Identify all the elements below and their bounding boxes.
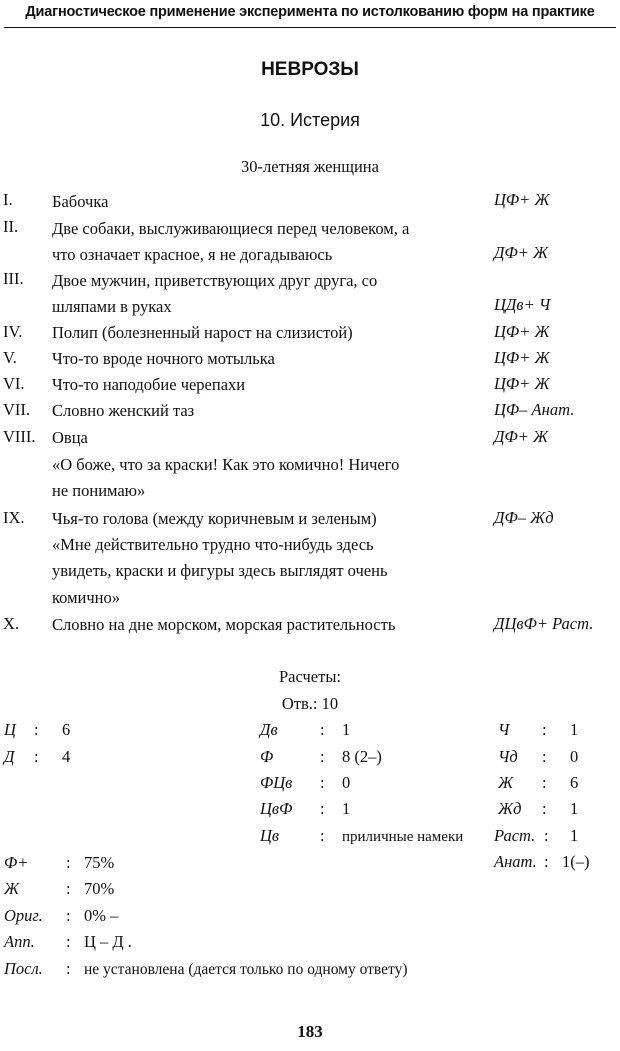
response-text: Две собаки, выслуживающиеся перед человеком, а bbox=[52, 219, 410, 238]
calc-title: Расчеты: bbox=[279, 667, 341, 686]
response-text: комично» bbox=[52, 588, 121, 607]
response-text: Словно женский таз bbox=[52, 401, 195, 420]
response-text: шляпами в руках bbox=[52, 297, 172, 316]
response-number: X. bbox=[3, 614, 20, 633]
calc-value: 1 bbox=[570, 826, 579, 845]
response-number: VIII. bbox=[3, 427, 36, 446]
calc-sep: : bbox=[320, 799, 325, 818]
calc-sep: : bbox=[320, 773, 325, 792]
response-number: VI. bbox=[3, 374, 25, 393]
response-text: Что-то наподобие черепахи bbox=[52, 375, 246, 394]
calc-label: Ж bbox=[498, 773, 514, 792]
response-code: ДФ+ Ж bbox=[494, 427, 549, 446]
calc-label: Чд bbox=[498, 747, 518, 766]
calc-value: 8 (2–) bbox=[342, 747, 382, 766]
calc-value: 6 bbox=[62, 720, 71, 739]
response-text: что означает красное, я не догадываюсь bbox=[52, 245, 333, 264]
calc-sep: : bbox=[542, 799, 547, 818]
response-text: «Мне действительно трудно что-нибудь здесь bbox=[52, 535, 374, 554]
calc-label: ФЦв bbox=[260, 773, 293, 792]
response-number: VII. bbox=[3, 400, 31, 419]
calc-value: приличные намеки bbox=[342, 829, 464, 845]
header-rule bbox=[4, 27, 616, 28]
section-title: НЕВРОЗЫ bbox=[261, 59, 359, 80]
calc-value: 1 bbox=[570, 720, 579, 739]
response-text: увидеть, краски и фигуры здесь выглядят очень bbox=[52, 561, 388, 580]
calc-sep: : bbox=[544, 826, 549, 845]
response-text: Словно на дне морском, морская растительность bbox=[52, 615, 396, 634]
response-code: ЦДв+ Ч bbox=[494, 295, 551, 314]
calc-value: 4 bbox=[62, 747, 71, 766]
calc-label: Посл. bbox=[4, 959, 43, 978]
response-code: ЦФ+ Ж bbox=[494, 348, 550, 367]
calc-value: 1 bbox=[342, 799, 351, 818]
calc-answers: Отв.: 10 bbox=[281, 694, 339, 713]
calc-sep: : bbox=[66, 853, 71, 872]
calc-label: Д bbox=[4, 747, 15, 766]
calc-value: 6 bbox=[570, 773, 579, 792]
response-text: Чья-то голова (между коричневым и зеленым) bbox=[52, 509, 377, 528]
calc-label: Жд bbox=[498, 799, 522, 818]
subject-line: 30-летняя женщина bbox=[241, 157, 379, 176]
response-code: ДФ+ Ж bbox=[494, 243, 549, 262]
response-number: V. bbox=[3, 348, 17, 367]
calc-label: Ф bbox=[260, 747, 274, 766]
calc-sep: : bbox=[544, 852, 549, 871]
page-number: 183 bbox=[297, 1022, 323, 1041]
calc-label: Ч bbox=[498, 720, 510, 739]
calc-label: Ж bbox=[4, 879, 20, 898]
calc-value: 1 bbox=[570, 799, 579, 818]
response-number: III. bbox=[3, 269, 24, 288]
response-code: ЦФ+ Ж bbox=[494, 322, 550, 341]
response-text: не понимаю» bbox=[52, 481, 146, 500]
response-code: ЦФ– Анат. bbox=[494, 400, 575, 419]
running-head: Диагностическое применение эксперимента по истолкованию форм на практике bbox=[25, 4, 595, 20]
calc-value: Ц – Д . bbox=[84, 932, 132, 951]
calc-value: 0 bbox=[342, 773, 351, 792]
response-text: Полип (болезненный нарост на слизистой) bbox=[52, 323, 353, 342]
calc-sep: : bbox=[34, 747, 39, 766]
response-code: ЦФ+ Ж bbox=[494, 190, 550, 209]
calc-label: Раст. bbox=[494, 826, 536, 845]
calc-value: 70% bbox=[84, 879, 115, 898]
calc-label: Апп. bbox=[4, 932, 35, 951]
calc-value: 1(–) bbox=[562, 852, 590, 871]
calc-label: Анат. bbox=[494, 852, 537, 871]
calc-sep: : bbox=[320, 747, 325, 766]
calc-sep: : bbox=[66, 959, 71, 978]
response-text: Овца bbox=[52, 428, 88, 447]
calc-sep: : bbox=[66, 906, 71, 925]
response-code: ЦФ+ Ж bbox=[494, 374, 550, 393]
response-text: Что-то вроде ночного мотылька bbox=[52, 349, 275, 368]
calc-label: Ориг. bbox=[4, 906, 43, 925]
calc-label: ЦвФ bbox=[260, 799, 293, 818]
calc-sep: : bbox=[542, 773, 547, 792]
response-number: IV. bbox=[3, 322, 23, 341]
response-number: I. bbox=[3, 190, 13, 209]
response-text: Бабочка bbox=[52, 192, 109, 211]
calc-sep: : bbox=[320, 720, 325, 739]
response-code: ДЦвФ+ Раст. bbox=[494, 614, 594, 633]
response-text: Двое мужчин, приветствующих друг друга, со bbox=[52, 271, 378, 290]
calc-value: 0% – bbox=[84, 906, 119, 925]
response-text: «О боже, что за краски! Как это комично! Ничего bbox=[52, 455, 400, 474]
calc-sep: : bbox=[542, 720, 547, 739]
calc-label: Дв bbox=[260, 720, 278, 739]
calc-sep: : bbox=[66, 879, 71, 898]
calc-label: Ф+ bbox=[4, 853, 29, 872]
calc-sep: : bbox=[66, 932, 71, 951]
calc-value: 75% bbox=[84, 853, 115, 872]
calc-sep: : bbox=[34, 720, 39, 739]
response-code: ДФ– Жд bbox=[494, 508, 554, 527]
calc-sep: : bbox=[542, 747, 547, 766]
response-number: IX. bbox=[3, 508, 25, 527]
calc-value: 1 bbox=[342, 720, 351, 739]
response-number: II. bbox=[3, 217, 19, 236]
calc-value: не установлена (дается только по одному ответу) bbox=[84, 961, 408, 978]
calc-label: Цв bbox=[260, 826, 280, 845]
calc-label: Ц bbox=[4, 720, 16, 739]
calc-value: 0 bbox=[570, 747, 579, 766]
calc-sep: : bbox=[320, 826, 325, 845]
chapter-title: 10. Истерия bbox=[260, 110, 360, 130]
